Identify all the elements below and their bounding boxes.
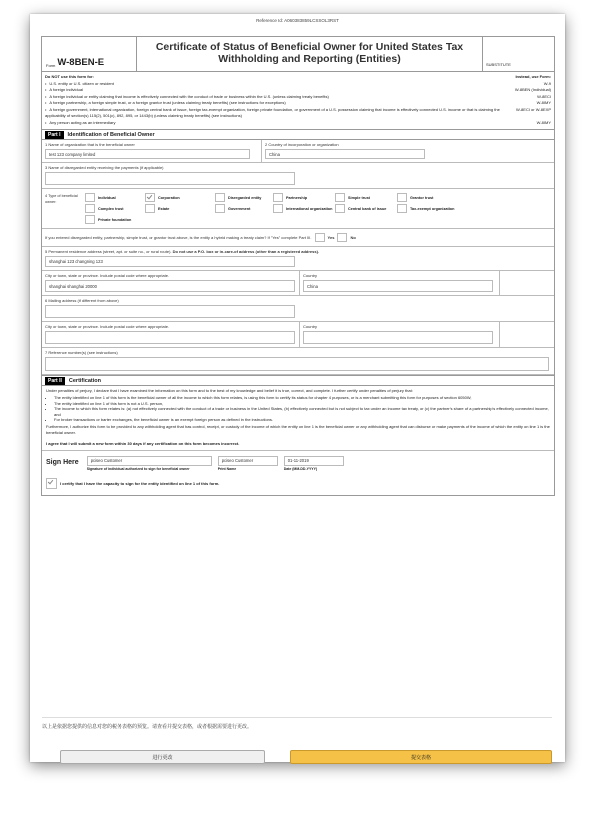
submit-form-button[interactable]: 提交表格 (290, 750, 552, 764)
part2-label: Part II (45, 377, 65, 385)
owner-type-option[interactable] (215, 193, 273, 202)
mailing-address-field[interactable] (45, 305, 295, 318)
owner-type-label: Complex trust (98, 206, 124, 211)
owner-type-option[interactable] (85, 215, 145, 224)
line5-label (45, 249, 551, 255)
form-prefix: Form (46, 63, 56, 68)
country-field[interactable]: China (303, 280, 493, 292)
print-name-caption: Print Name (217, 466, 237, 471)
owner-type-option[interactable] (335, 204, 397, 213)
line5-section (42, 247, 554, 271)
part2-header (42, 375, 554, 386)
owner-type-label: Individual (98, 195, 116, 200)
owner-type-option[interactable] (335, 193, 397, 202)
line1-label: 1 Name of organization that is the beneficial owner (45, 142, 135, 147)
substitute-label: SUBSTITUTE (482, 37, 554, 71)
blank-cell (500, 271, 554, 295)
cert-bullet: • For broker transactions or barter exchanges, the beneficial owner is an exempt foreign person as defined in the instructions. (54, 417, 550, 422)
beneficial-owner-types (85, 193, 457, 224)
mailing-city-field[interactable] (45, 331, 295, 344)
owner-type-option[interactable] (85, 204, 145, 213)
owner-type-label: Grantor trust (410, 195, 434, 200)
city2-country2-row (42, 322, 554, 348)
part1-header (42, 130, 554, 140)
owner-type-checkbox[interactable] (397, 204, 407, 213)
country-label: Country (303, 273, 318, 278)
owner-type-label: Disregarded entity (228, 195, 262, 200)
owner-type-checkbox[interactable] (335, 193, 345, 202)
owner-type-label: Tax-exempt organization (410, 206, 455, 211)
owner-type-label: Corporation (158, 195, 180, 200)
owner-type-label: Partnership (286, 195, 308, 200)
cert-intro: Under penalties of perjury, I declare that I have examined the information on this form and to the best of my knowledge and belief it is true, correct, and complete. I further certify under penalties of perjury that: (46, 388, 413, 393)
instead-form: W-8IMY (536, 100, 551, 105)
owner-type-checkbox[interactable] (335, 204, 345, 213)
capacity-checkbox[interactable] (46, 478, 57, 489)
reference-number-field[interactable] (45, 357, 549, 371)
owner-type-checkbox[interactable] (215, 204, 225, 213)
do-not-use-text: • A foreign individual or entity claiming that income is effectively connected with the conduct of trade or business within the U.S. (unless claiming treaty benefits) (45, 94, 329, 101)
signature-field[interactable]: pciseo Customer (87, 456, 212, 466)
do-not-use-item (45, 107, 551, 120)
owner-type-label: Central bank of issue (348, 206, 387, 211)
do-not-use-text: • U.S. entity or U.S. citizen or resident (45, 81, 114, 88)
cert-furthermore: Furthermore, I authorize this form to be provided to any withholding agent that has control, receipt, or custody of the income of which the entity on line 1 is the beneficial owner or any withholding agent that can disburse or make payments of the income of which the entity on line 1 is the beneficial owner. (46, 424, 550, 435)
cert-bullets (46, 395, 550, 422)
hybrid-yes-label: Yes (327, 234, 335, 240)
sign-here-label: Sign Here (46, 458, 79, 466)
owner-type-label: International organization (286, 206, 333, 211)
instead-form: W-8IMY (536, 119, 551, 125)
form-sheet (30, 14, 565, 762)
line2-label: 2 Country of incorporation or organization (265, 142, 339, 147)
hybrid-question: If you entered disregarded entity, partnership, simple trust, or grantor trust above, is the entity a hybrid making a treaty claim? If "Yes" complete Part III. (45, 234, 312, 240)
line5-label-b: Do not use a P.O. box or in-care-of address (other than a registered address). (172, 249, 320, 254)
owner-type-checkbox[interactable] (273, 193, 283, 202)
cert-bullet: • The entity identified on line 1 of this form is not a U.S. person, (54, 401, 550, 406)
make-changes-button[interactable]: 进行更改 (60, 750, 265, 764)
do-not-use-heading: Do NOT use this form for: (45, 74, 94, 79)
line2-cell (262, 140, 554, 162)
do-not-use-text: • Any person acting as an intermediary (45, 120, 115, 127)
instead-form: W-8ECI or W-8EXP (516, 106, 551, 112)
owner-type-checkbox[interactable] (145, 193, 155, 202)
owner-type-option[interactable] (273, 204, 335, 213)
city-country-row (42, 271, 554, 296)
footer-divider (42, 717, 552, 718)
capacity-label: I certify that I have the capacity to sign for the entity identified on line 1 of this form. (60, 480, 220, 486)
owner-type-label: Simple trust (348, 195, 370, 200)
line3-label: 3 Name of disregarded entity receiving the payments (if applicable) (45, 165, 164, 170)
do-not-use-section (42, 72, 554, 130)
do-not-use-text: • A foreign partnership, a foreign simple trust, or a foreign grantor trust (unless claiming treaty benefits) (see instructions for exceptions) (45, 100, 286, 107)
sign-section (42, 451, 554, 475)
owner-type-checkbox[interactable] (85, 215, 95, 224)
instead-form: W-9 (543, 80, 551, 86)
organization-name-field[interactable]: test 123 company limited (45, 149, 250, 159)
line6-label: 6 Mailing address (if different from above) (45, 298, 119, 303)
disregarded-entity-field[interactable] (45, 172, 295, 185)
do-not-use-list (45, 81, 551, 127)
line4-row (45, 193, 551, 224)
line4-section (42, 189, 554, 229)
line1-2-row (42, 140, 554, 163)
form-number (42, 37, 137, 71)
country-cell (300, 271, 500, 295)
line1-cell (42, 140, 262, 162)
date-group (284, 455, 344, 471)
owner-type-checkbox[interactable] (145, 204, 155, 213)
cert-agree: I agree that I will submit a new form within 30 days if any certification on this form becomes incorrect. (46, 441, 240, 447)
part1-label: Part I (45, 131, 64, 139)
hybrid-yes-checkbox[interactable] (315, 233, 325, 242)
part2-title: Certification (68, 377, 101, 384)
certification-body (42, 386, 554, 451)
owner-type-option[interactable] (145, 204, 215, 213)
signature-caption: Signature of individual authorized to sign for beneficial owner (86, 466, 190, 471)
owner-type-label: Government (228, 206, 251, 211)
owner-type-option[interactable] (145, 193, 215, 202)
part1-title: Identification of Beneficial Owner (67, 131, 155, 138)
line6-section (42, 296, 554, 322)
instead-form: W-8BEN (Individual) (514, 87, 551, 92)
city-label: City or town, state or province. Include postal code where appropriate. (45, 273, 170, 278)
owner-type-checkbox[interactable] (215, 193, 225, 202)
city2-label: City or town, state or province. Include postal code where appropriate. (45, 324, 170, 329)
line7-section (42, 348, 554, 375)
date-caption: Date (MM-DD-YYYY) (283, 466, 318, 471)
w8bene-form (41, 36, 555, 496)
owner-type-checkbox[interactable] (85, 193, 95, 202)
city2-cell (42, 322, 300, 347)
owner-type-checkbox[interactable] (85, 204, 95, 213)
capacity-row (42, 475, 554, 495)
signature-group (87, 455, 212, 471)
country2-label: Country (303, 324, 318, 329)
do-not-use-text: • A foreign individual (45, 87, 83, 94)
do-not-use-text: • A foreign government, international organization, foreign central bank of issue, foreign tax-exempt organization, foreign private foundation, or government of a U.S. possession claiming that income is effectively connected U.S. income or that is claiming the applicability of section(s) 115(2), 501(c), 892, 895, or 1443(b) (unless claiming treaty benefits) (see instructions) (45, 107, 508, 120)
residence-address-field[interactable]: shanghai 123 changning 123 (45, 256, 295, 267)
reference-id: Reference Id: A060383859LCSSOL3RST (256, 18, 339, 23)
owner-type-checkbox[interactable] (273, 204, 283, 213)
owner-type-checkbox[interactable] (397, 193, 407, 202)
form-title: Certificate of Status of Beneficial Owner for United States Tax Withholding and Reporting (Entities) (155, 41, 464, 65)
line5-label-a: 5 Permanent residence address (street, apt. or suite no., or rural route). (45, 249, 172, 254)
line4-label: 4 Type of beneficial owner: (45, 194, 78, 204)
date-field[interactable]: 01-11-2019 (284, 456, 344, 466)
cert-bullet: • The income to which this form relates is: (a) not effectively connected with the conduct of a trade or business in the United States, (b) effectively connected but is not subject to tax under an income tax treaty, or (c) the partner's share of a partnership's effectively connected income, and (54, 406, 550, 417)
line3-section (42, 163, 554, 189)
hybrid-no-label: No (350, 234, 356, 240)
instead-use-heading: Instead, use Form: (515, 74, 551, 79)
do-not-use-item (45, 120, 551, 127)
owner-type-option[interactable] (215, 204, 273, 213)
country2-cell (300, 322, 500, 347)
hybrid-section (42, 229, 554, 247)
owner-type-label: Estate (158, 206, 170, 211)
print-name-group (218, 455, 278, 471)
owner-type-option[interactable] (397, 204, 457, 213)
preview-note: 以上是依据您提供的信息对您的税务表格的预览。请查看并提交表格，或者根据需要进行更改。 (42, 724, 253, 730)
instead-form: W-8ECI (537, 93, 551, 99)
country-incorporation-field[interactable]: China (265, 149, 425, 159)
form-header (42, 37, 554, 72)
city-cell (42, 271, 300, 295)
cert-bullet: • The entity identified on line 1 of this form is the beneficial owner of all the income to which this form relates, is using this form to certify its status for chapter 4 purposes, or is a merchant submitting this form for purposes of section 6050W, (54, 395, 550, 400)
owner-type-label: Private foundation (98, 217, 132, 222)
print-name-field[interactable]: pciseo Customer (218, 456, 278, 466)
blank-cell-2 (500, 322, 554, 347)
owner-type-option[interactable] (85, 193, 145, 202)
form-code: W-8BEN-E (57, 57, 105, 68)
city-field[interactable]: shanghai shanghai 20000 (45, 280, 295, 292)
line7-label: 7 Reference number(s) (see instructions) (45, 350, 118, 355)
owner-type-option[interactable] (273, 193, 335, 202)
mailing-country-field[interactable] (303, 331, 493, 344)
owner-type-option[interactable] (397, 193, 457, 202)
hybrid-no-checkbox[interactable] (337, 233, 347, 242)
